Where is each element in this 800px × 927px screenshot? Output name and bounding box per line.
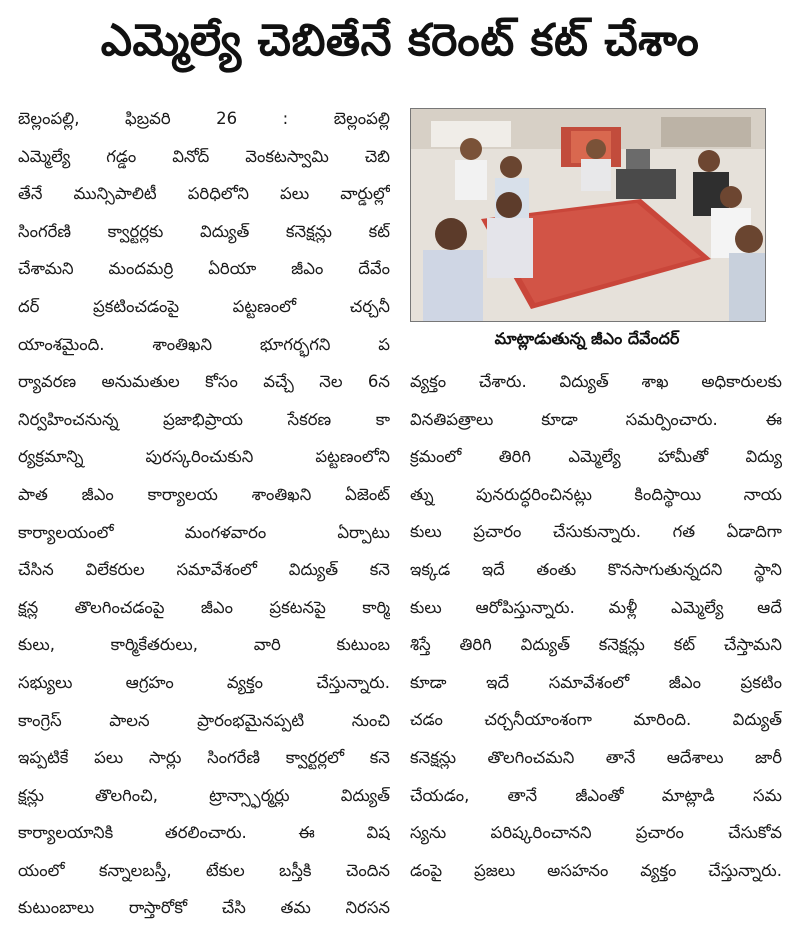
article-line: చేసిన విలేకరుల సమావేశంలో విద్యుత్ కనె [18,560,390,580]
article-line: పాత జీఎం కార్యాలయ శాంతిఖని ఏజెంట్ [18,484,390,504]
meeting-photo [410,108,766,322]
article-line: కులు, కార్మికేతరులు, వారి కుటుంబ [18,635,390,655]
article-line: కులు ఆరోపిస్తున్నారు. మళ్లీ ఎమ్మెల్యే ఆదే [410,597,782,617]
article-line: బెల్లంపల్లి, ఫిబ్రవరి 26 : బెల్లంపల్లి [18,109,390,128]
article-line: యాంశమైంది. శాంతిఖని భూగర్భగని ప [18,334,390,354]
article-line: ఇప్పటికే పలు సార్లు సింగరేణి క్వార్టర్లలో కనె [18,748,390,768]
article-line: యంలో కన్నాలబస్తీ, టేకుల బస్తీకి చెందిన [18,860,390,880]
article-line: క్షన్ల తొలగించడంపై జీఎం ప్రకటనపై కార్మి [18,597,390,617]
article-line: క్షన్లు తొలగించి, ట్రాన్స్ఫార్మర్లు విద్యుత్ [18,785,390,805]
article-line: త్ను పునరుద్ధరించినట్లు కిందిస్థాయి నాయ [410,484,782,504]
article-line: వినతిపత్రాలు కూడా సమర్పించారు. ఈ [410,409,782,429]
article-line: డంపై ప్రజలు అసహనం వ్యక్తం చేస్తున్నారు. [410,860,782,880]
article-line: వ్యక్తం చేశారు. విద్యుత్ శాఖ అధికారులకు [410,372,782,391]
article-line: ర్యావరణ అనుమతుల కోసం వచ్చే నెల 6న [18,372,390,392]
article-line: కనెక్షన్లు తొలగించమని తానే ఆదేశాలు జారీ [410,747,782,767]
article-line: చడం చర్చనీయాంశంగా మారింది. విద్యుత్ [410,710,782,730]
article-line: శిస్తే తిరిగి విద్యుత్ కనెక్షన్లు కట్ చేస్తామని [410,635,782,655]
article-line: దర్ ప్రకటించడంపై పట్టణంలో చర్చనీ [18,296,390,316]
article-column-right [410,363,782,880]
article-line: నిర్వహించనున్న ప్రజాభిప్రాయ సేకరణ కా [18,409,390,429]
article-line: ఇక్కడ ఇదే తంతు కొనసాగుతున్నదని స్థాని [410,559,782,579]
article-line: సింగరేణి క్వార్టర్లకు విద్యుత్ కనెక్షన్లు కట్ [18,221,390,241]
article-line: తేనే మున్సిపాలిటీ పరిధిలోని పలు వార్డుల్లో [18,184,390,204]
article-line: చేయడం, తానే జీఎంతో మాట్లాడి సమ [410,785,782,805]
article-line: స్యను పరిష్కరించానని ప్రచారం చేసుకోవ [410,823,782,843]
article-line: కుటుంబాలు రాస్తారోకో చేసి తమ నిరసన [18,898,390,918]
meeting-photo-image [411,109,765,321]
article-line: క్రమంలో తిరిగి ఎమ్మెల్యే హామీతో విద్యు [410,447,782,467]
article-column-left [18,100,390,918]
article-line: ఎమ్మెల్యే గడ్డం వినోద్ వెంకటస్వామి చెబి [18,146,390,166]
headline: ఎమ్మెల్యే చెబితేనే కరెంట్ కట్ చేశాం [100,15,700,66]
article-line: కూడా ఇదే సమావేశంలో జీఎం ప్రకటిం [410,672,782,692]
article-line: కులు ప్రచారం చేసుకున్నారు. గత ఏడాదిగా [410,522,782,542]
article-line: ర్యక్రమాన్ని పురస్కరించుకుని పట్టణంలోని [18,447,390,467]
article-line: సభ్యులు ఆగ్రహం వ్యక్తం చేస్తున్నారు. [18,672,390,692]
article-line: కార్యాలయానికి తరలించారు. ఈ విష [18,823,390,843]
article-line: కార్యాలయంలో మంగళవారం ఏర్పాటు [18,522,390,542]
article-line: కాంగ్రెస్ పాలన ప్రారంభమైనప్పటి నుంచి [18,710,390,730]
photo-caption: మాట్లాడుతున్న జీఎం దేవేందర్ [494,329,680,348]
article-line: చేశామని మందమర్రి ఏరియా జీఎం దేవేం [18,259,390,279]
